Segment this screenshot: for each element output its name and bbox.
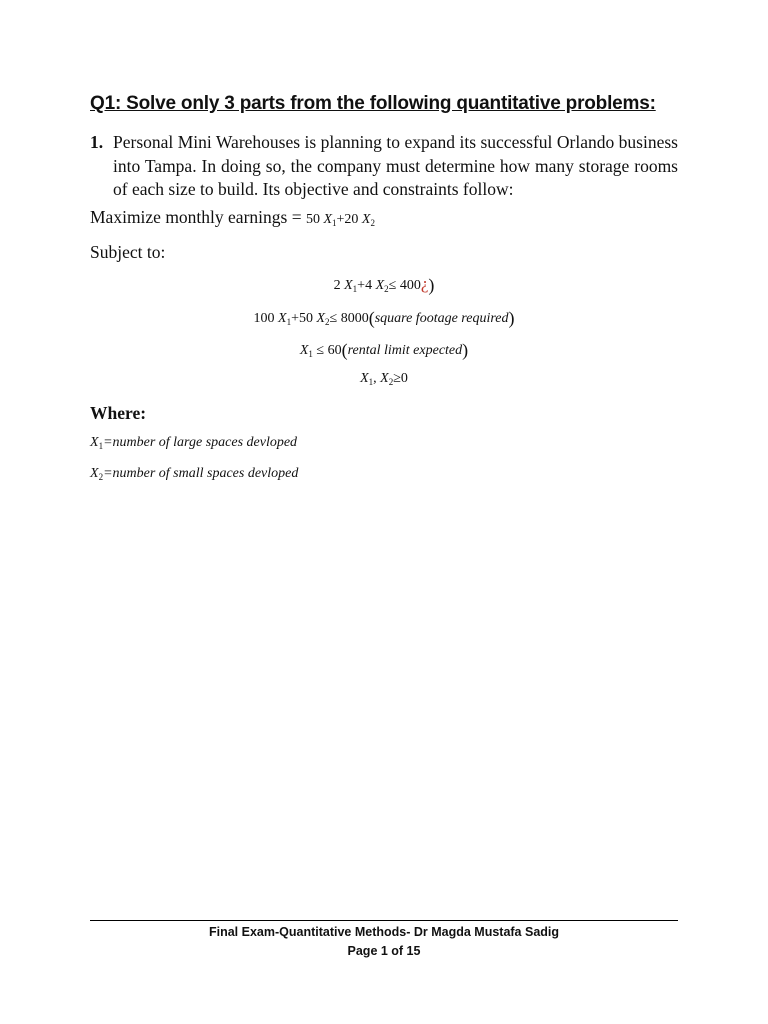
question-heading: Q1: Solve only 3 parts from the following quantitative problems: <box>90 93 656 114</box>
problem-number: 1. <box>90 132 104 152</box>
problem-1 <box>90 131 678 202</box>
objective-label: Maximize monthly earnings = <box>90 207 302 227</box>
objective-expression: 50 $X_1+20$ $X_2$ <box>305 212 375 228</box>
page-number: Page 1 of 15 <box>347 944 421 958</box>
constraint-1: 2 $X_1+4$ $X_2\le$ 400¿) <box>333 274 435 295</box>
constraint-3: $X_1$ ≤ 60(rental limit expected) <box>299 340 469 360</box>
problem-text: Personal Mini Warehouses is planning to expand its successful Orlando business into Tampa. In doing so, the company must determine how many storage rooms of each size to build. Its objective and constraints follow: <box>113 132 678 199</box>
definition-x1: $X_1=number$ of large spaces devloped <box>90 435 298 451</box>
objective-line <box>90 207 375 228</box>
definition-x2: $X_2=number$ of small spaces devloped <box>90 466 299 482</box>
footer-title: Final Exam-Quantitative Methods- Dr Magda Mustafa Sadig <box>208 925 560 939</box>
where-label: Where: <box>90 403 147 423</box>
constraint-nonnegativity: $X_1$, $X_2\ge 0$ <box>360 371 408 387</box>
subject-to-label: Subject to: <box>90 242 166 262</box>
constraint-2: 100 $X_1+50$ $X_2\le$ 8000(square footage required) <box>253 308 515 328</box>
footer-divider <box>90 920 678 921</box>
